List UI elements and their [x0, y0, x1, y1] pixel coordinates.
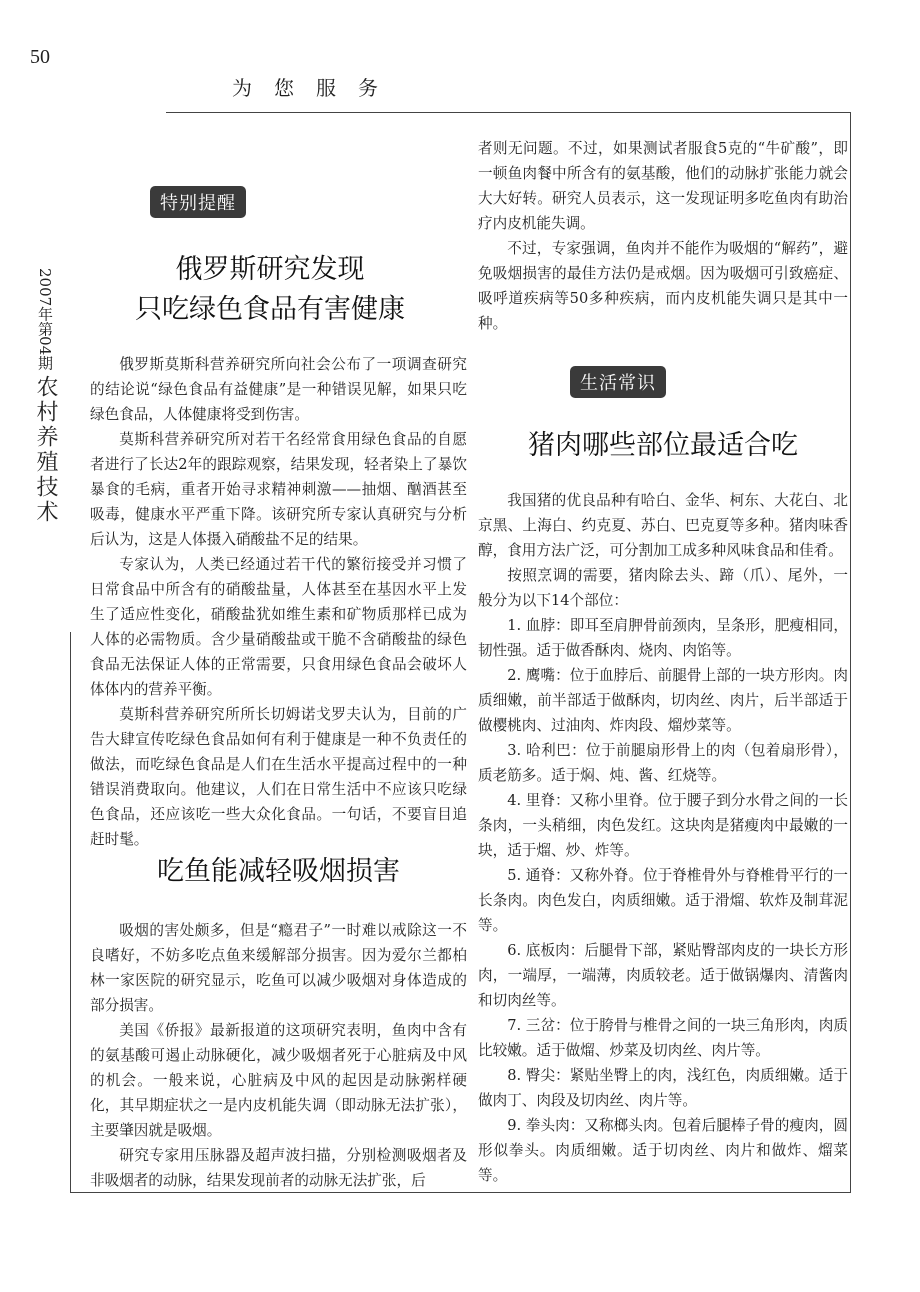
list-item: 6. 底板肉：后腿骨下部，紧贴臀部肉皮的一块长方形肉，一端厚，一端薄，肉质较老。适于做锅爆肉、清酱肉和切肉丝等。 [478, 942, 848, 1009]
paragraph: 莫斯科营养研究所所长切姆诺戈罗夫认为，目前的广告大肆宣传吃绿色食品如何有利于健康是一种不负责任的做法，而吃绿色食品是人们在生活水平提高过程中的一种错误消费取向。他建议，人们在日常生活中不应该只吃绿色食品，还应该吃一些大众化食品。一句话，不要盲目追赶时髦。 [90, 706, 467, 848]
badge-life-tips: 生活常识 [570, 366, 666, 398]
article2-title: 吃鱼能减轻吸烟损害 [157, 856, 400, 887]
badge-special-reminder: 特别提醒 [150, 186, 246, 218]
left-rule [70, 632, 71, 1193]
list-item: 8. 臀尖：紧贴坐臀上的肉，浅红色，肉质细嫩。适于做肉丁、肉段及切肉丝、肉片等。 [478, 1067, 848, 1109]
list-item: 1. 血脖：即耳至肩胛骨前颈肉，呈条形，肥瘦相同，韧性强。适于做香酥肉、烧肉、肉馅等。 [478, 617, 848, 659]
list-item: 2. 鹰嘴：位于血脖后、前腿骨上部的一块方形肉。肉质细嫩，前半部适于做酥肉，切肉丝、肉片，后半部适于做樱桃肉、过油肉、炸肉段、熘炒菜等。 [478, 667, 848, 734]
article3-title: 猪肉哪些部位最适合吃 [528, 430, 798, 461]
header-rule [166, 112, 851, 113]
article2-body [90, 918, 467, 1193]
list-item: 5. 通脊：又称外脊。位于脊椎骨外与脊椎骨平行的一长条肉。肉色发白，肉质细嫩。适于滑熘、软炸及制茸泥等。 [478, 867, 848, 934]
right-rule [850, 112, 851, 1193]
article2-continued [478, 136, 848, 336]
list-item: 9. 拳头肉：又称榔头肉。包着后腿棒子骨的瘦肉，圆形似拳头。肉质细嫩。适于切肉丝、肉片和做炸、熘菜等。 [478, 1117, 848, 1184]
paragraph: 吸烟的害处颇多，但是“瘾君子”一时难以戒除这一不良嗜好，不妨多吃点鱼来缓解部分损害。因为爱尔兰都柏林一家医院的研究显示，吃鱼可以减少吸烟对身体造成的部分损害。 [90, 922, 467, 1014]
paragraph: 研究专家用压脉器及超声波扫描，分别检测吸烟者及非吸烟者的动脉，结果发现前者的动脉无法扩张，后 [90, 1147, 467, 1189]
section-header: 为您服务 [232, 76, 400, 100]
paragraph: 按照烹调的需要，猪肉除去头、蹄（爪）、尾外，一般分为以下14个部位： [478, 567, 848, 609]
paragraph: 者则无问题。不过，如果测试者服食5克的“牛矿酸”，即一顿鱼肉餐中所含有的氨基酸，他们的动脉扩张能力就会大大好转。研究人员表示，这一发现证明多吃鱼肉有助治疗内皮机能失调。 [478, 140, 848, 232]
issue-label: 2007年第04期 [36, 268, 54, 371]
journal-name: 农村养殖技术 [33, 375, 58, 526]
list-item: 7. 三岔：位于胯骨与椎骨之间的一块三角形肉，肉质比较嫩。适于做熘、炒菜及切肉丝、肉片等。 [478, 1017, 848, 1059]
paragraph: 我国猪的优良品种有哈白、金华、柯东、大花白、北京黑、上海白、约克夏、苏白、巴克夏等多种。猪肉味香醇，食用方法广泛，可分割加工成多种风味食品和佳肴。 [478, 492, 848, 559]
article1-title-line2: 只吃绿色食品有害健康 [135, 294, 405, 325]
paragraph: 俄罗斯莫斯科营养研究所向社会公布了一项调查研究的结论说“绿色食品有益健康”是一种错误见解，如果只吃绿色食品，人体健康将受到伤害。 [90, 356, 467, 423]
article3-body [478, 488, 848, 1188]
paragraph: 莫斯科营养研究所对若干名经常食用绿色食品的自愿者进行了长达2年的跟踪观察，结果发现，轻者染上了暴饮暴食的毛病，重者开始寻求精神刺激——抽烟、酗酒甚至吸毒，健康水平严重下降。该研究所专家认真研究与分析后认为，这是人体摄入硝酸盐不足的结果。 [90, 431, 467, 548]
list-item: 4. 里脊：又称小里脊。位于腰子到分水骨之间的一长条肉，一头稍细，肉色发红。这块肉是猪瘦肉中最嫩的一块，适于熘、炒、炸等。 [478, 792, 848, 859]
article1-title-line1: 俄罗斯研究发现 [175, 254, 365, 285]
paragraph: 美国《侨报》最新报道的这项研究表明，鱼肉中含有的氨基酸可遏止动脉硬化，减少吸烟者死于心脏病及中风的机会。一般来说，心脏病及中风的起因是动脉粥样硬化，其早期症状之一是内皮机能失调（即动脉无法扩张），主要肇因就是吸烟。 [90, 1022, 467, 1139]
side-label [33, 268, 57, 525]
article1-title [90, 250, 450, 330]
paragraph: 专家认为，人类已经通过若干代的繁衍接受并习惯了日常食品中所含有的硝酸盐量，人体甚至在基因水平上发生了适应性变化，硝酸盐犹如维生素和矿物质那样已成为人体的必需物质。含少量硝酸盐或干脆不含硝酸盐的绿色食品无法保证人体的正常需要，只食用绿色食品会破坏人体体内的营养平衡。 [90, 556, 467, 698]
list-item: 3. 哈利巴：位于前腿扇形骨上的肉（包着扇形骨），质老筋多。适于焖、炖、酱、红烧等。 [478, 742, 848, 784]
paragraph: 不过，专家强调，鱼肉并不能作为吸烟的“解药”，避免吸烟损害的最佳方法仍是戒烟。因为吸烟可引致癌症、吸呼道疾病等50多种疾病，而内皮机能失调只是其中一种。 [478, 240, 848, 332]
article1-body [90, 352, 467, 852]
page-number: 50 [30, 46, 50, 68]
